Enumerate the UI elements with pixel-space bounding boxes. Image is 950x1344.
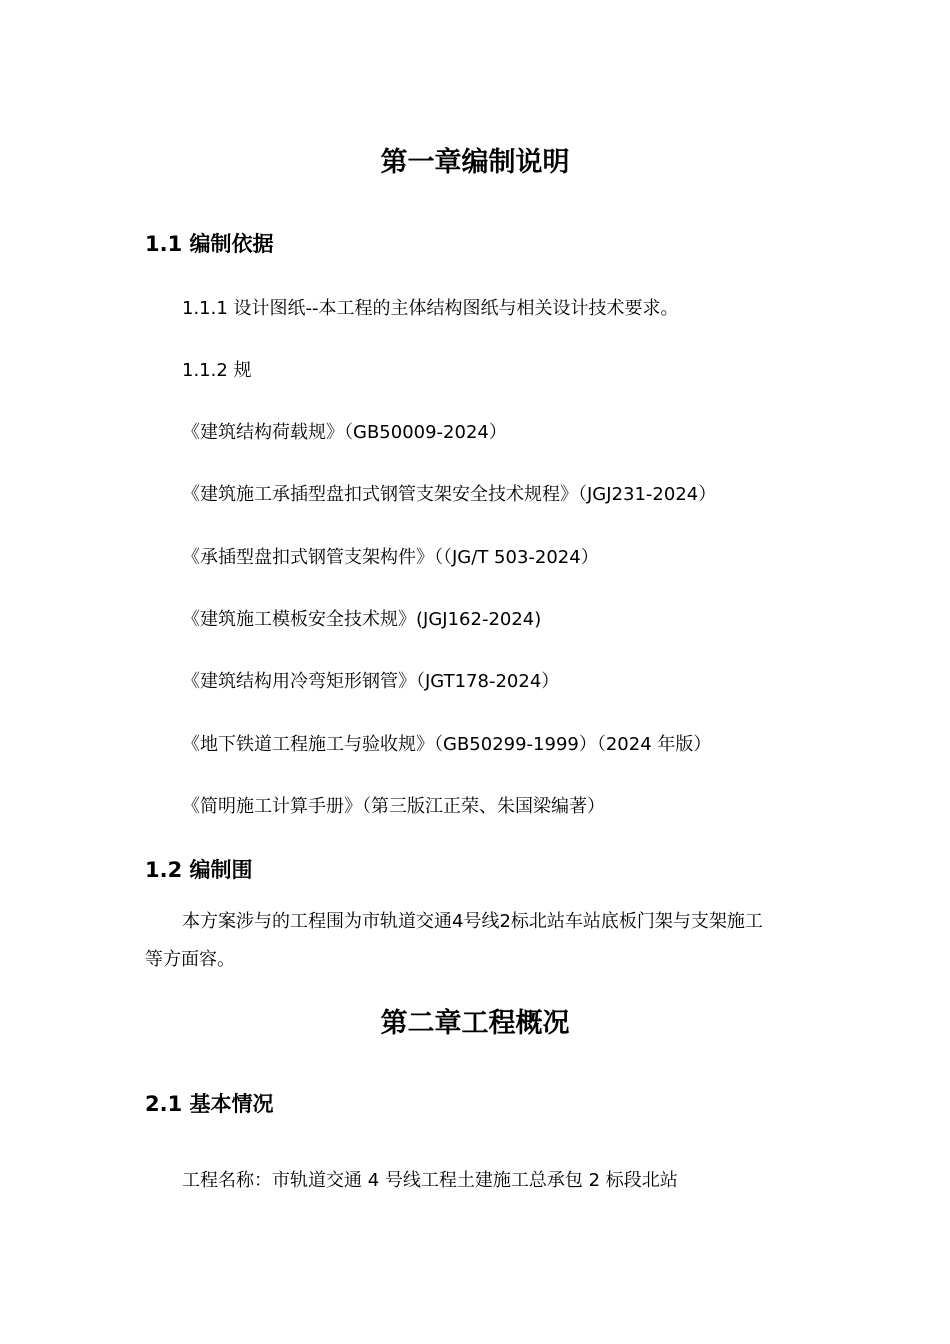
section-2-1-heading: 2.1 基本情况 bbox=[145, 1092, 274, 1116]
scope-paragraph-line-2: 等方面容。 bbox=[145, 949, 235, 970]
scope-paragraph-line-1: 本方案涉与的工程围为市轨道交通4号线2标北站车站底板门架与支架施工 bbox=[182, 911, 763, 932]
reference-item: 《简明施工计算手册》（第三版江正荣、朱国梁编著） bbox=[182, 796, 605, 817]
reference-item: 《建筑施工模板安全技术规》(JGJ162-2024) bbox=[182, 609, 542, 630]
reference-item: 《建筑结构荷载规》（GB50009-2024） bbox=[182, 422, 507, 443]
reference-item: 《承插型盘扣式钢管支架构件》（（JG/T 503-2024） bbox=[182, 547, 599, 568]
item-1-1-2: 1.1.2 规 bbox=[182, 360, 252, 381]
section-1-1-heading: 1.1 编制依据 bbox=[145, 232, 274, 256]
item-1-1-1: 1.1.1 设计图纸--本工程的主体结构图纸与相关设计技术要求。 bbox=[182, 298, 679, 319]
reference-item: 《地下铁道工程施工与验收规》（GB50299-1999）（2024 年版） bbox=[182, 734, 712, 755]
chapter-1-title: 第一章编制说明 bbox=[380, 147, 570, 178]
section-1-2-heading: 1.2 编制围 bbox=[145, 858, 253, 882]
chapter-2-title: 第二章工程概况 bbox=[380, 1008, 570, 1039]
reference-item: 《建筑施工承插型盘扣式钢管支架安全技术规程》（JGJ231-2024） bbox=[182, 484, 717, 505]
project-name-line: 工程名称：市轨道交通 4 号线工程土建施工总承包 2 标段北站 bbox=[182, 1170, 678, 1191]
reference-item: 《建筑结构用冷弯矩形钢管》（JGT178-2024） bbox=[182, 671, 560, 692]
